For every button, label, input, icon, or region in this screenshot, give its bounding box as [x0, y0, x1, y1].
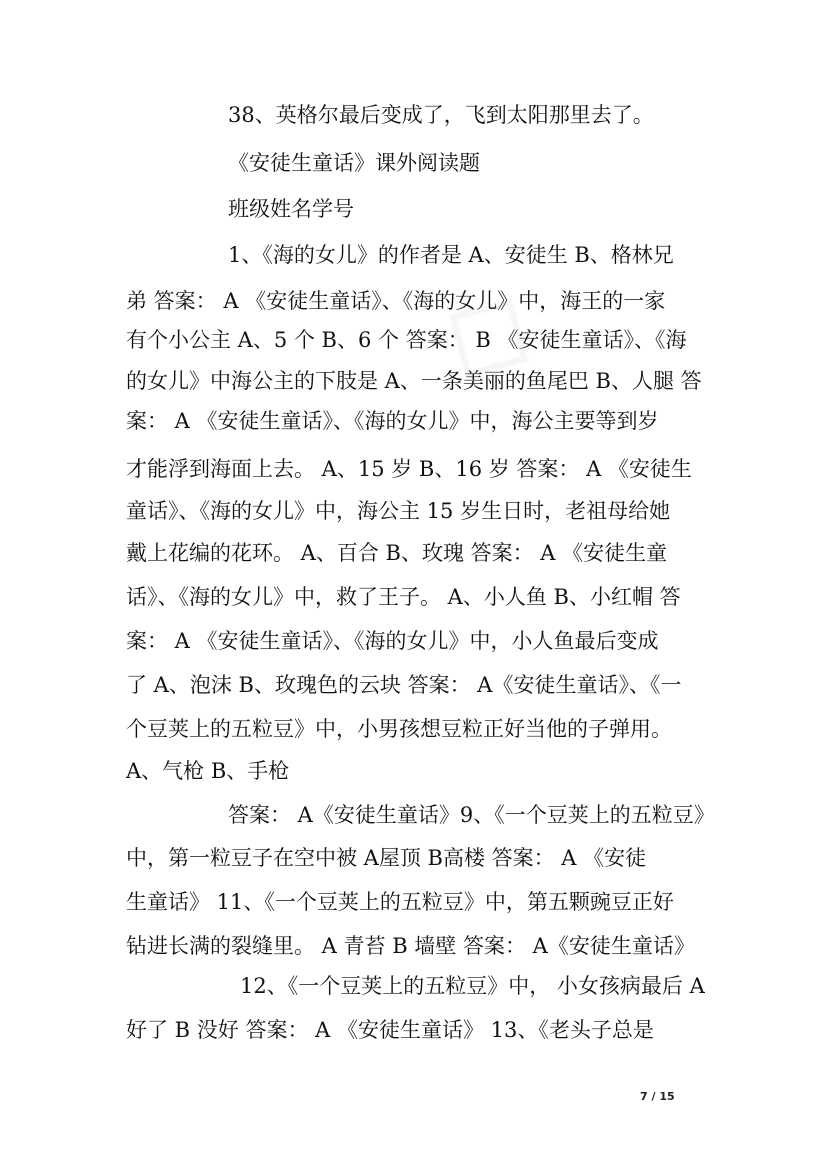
text-line-6: 有个小公主 A、5 个 B、6 个 答案： B 《安徒生童话》、《海: [126, 328, 687, 352]
text-line-17: 答案： A《安徒生童话》9、《一个豆荚上的五粒豆》: [228, 803, 715, 827]
text-line-22: 好了 B 没好 答案： A 《安徒生童话》 13、《老头子总是: [126, 1018, 654, 1042]
text-line-1: 38、英格尔最后变成了，飞到太阳那里去了。: [228, 103, 654, 127]
student-info-line: 班级姓名学号: [228, 197, 354, 221]
text-line-20: 钻进长满的裂缝里。 A 青苔 B 墙壁 答案： A《安徒生童话》: [126, 934, 695, 958]
page-number: 7 / 15: [640, 1090, 675, 1103]
text-line-21: 12、《一个豆荚上的五粒豆》中， 小女孩病最后 A: [240, 974, 705, 998]
text-line-15: 个豆荚上的五粒豆》中，小男孩想豆粒正好当他的子弹用。: [126, 717, 672, 741]
text-line-13: 案： A 《安徒生童话》、《海的女儿》中，小人鱼最后变成: [126, 629, 659, 653]
text-line-19: 生童话》 11、《一个豆荚上的五粒豆》中，第五颗豌豆正好: [126, 890, 674, 914]
text-line-8: 案： A 《安徒生童话》、《海的女儿》中，海公主要等到岁: [126, 409, 659, 433]
text-line-11: 戴上花编的花环。 A、百合 B、玫瑰 答案： A 《安徒生童: [126, 541, 668, 565]
text-line-14: 了 A、泡沫 B、玫瑰色的云块 答案： A《安徒生童话》、《一: [126, 673, 682, 697]
text-line-10: 童话》、《海的女儿》中，海公主 15 岁生日时，老祖母给她: [126, 499, 671, 523]
text-line-18: 中，第一粒豆子在空中被 A屋顶 B高楼 答案： A 《安徒: [126, 846, 647, 870]
text-line-5: 弟 答案： A 《安徒生童话》、《海的女儿》中，海王的一家: [126, 289, 666, 313]
text-line-9: 才能浮到海面上去。 A、15 岁 B、16 岁 答案： A 《安徒生: [126, 457, 692, 481]
text-line-7: 的女儿》中海公主的下肢是 A、一条美丽的鱼尾巴 B、人腿 答: [126, 369, 702, 393]
text-line-12: 话》、《海的女儿》中，救了王子。 A、小人鱼 B、小红帽 答: [126, 585, 681, 609]
text-line-4: 1、《海的女儿》的作者是 A、安徒生 B、格林兄: [228, 243, 674, 267]
text-line-16: A、气枪 B、手枪: [126, 759, 290, 783]
watermark-graphic: ◇: [418, 246, 569, 414]
section-title: 《安徒生童话》课外阅读题: [228, 151, 480, 175]
